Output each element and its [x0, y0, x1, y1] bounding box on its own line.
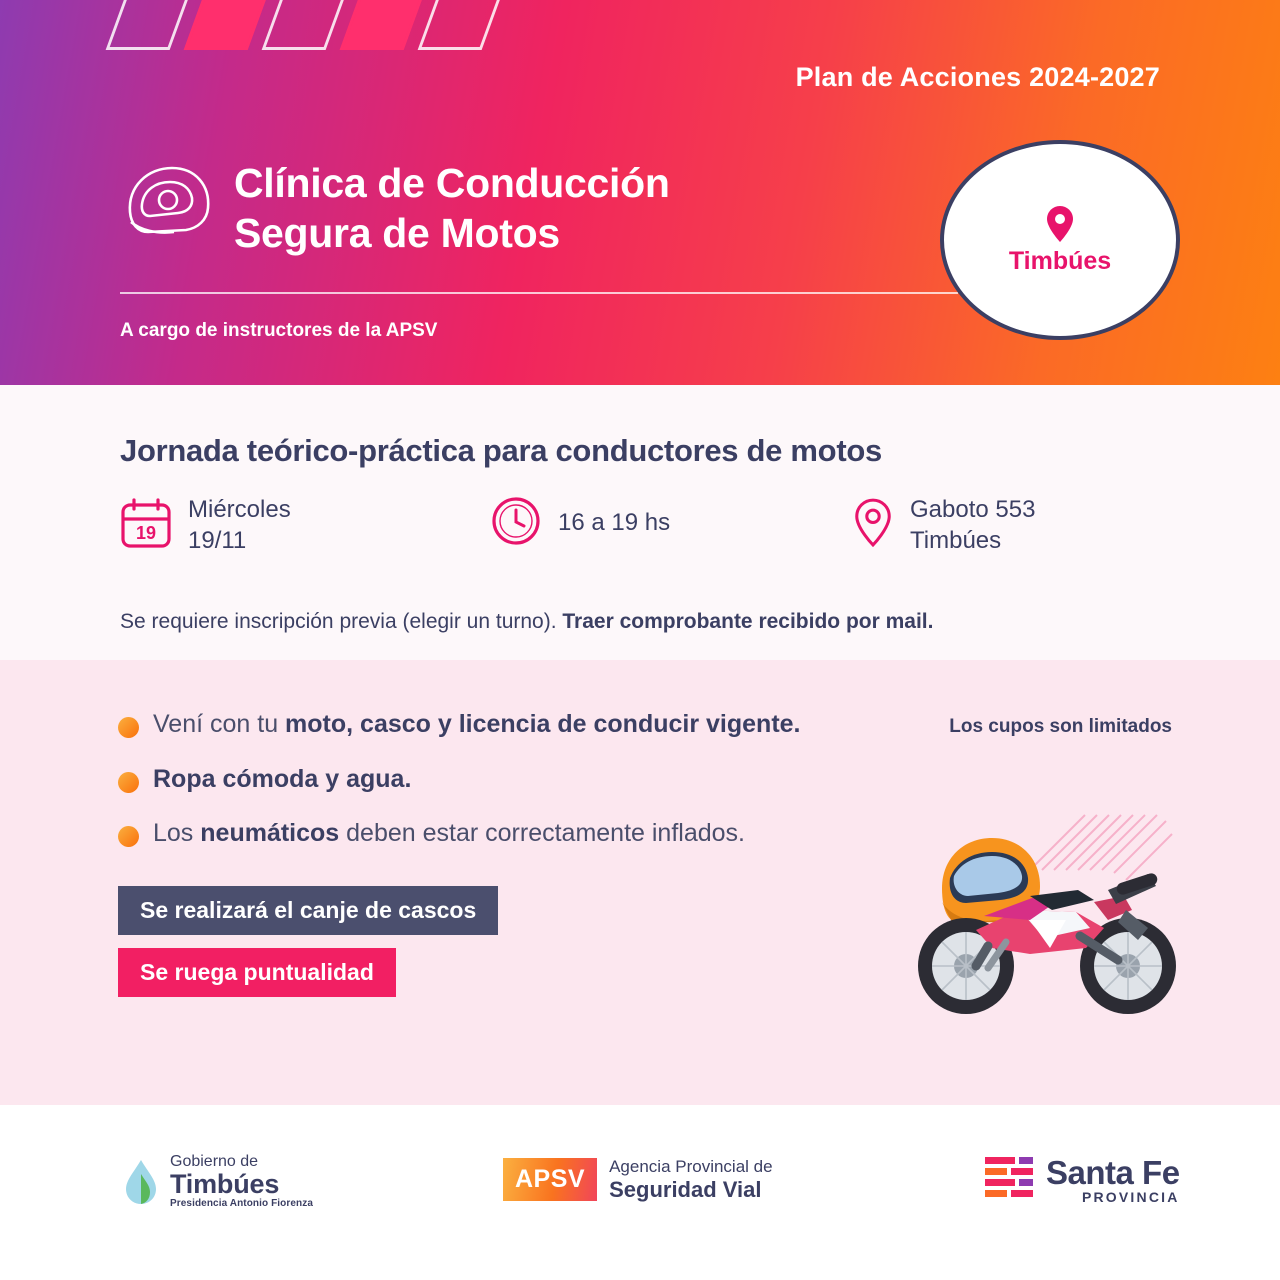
requirement-bold: Ropa cómoda y agua. — [153, 764, 412, 793]
info-item-place — [852, 495, 1035, 556]
info-date-line2: 19/11 — [188, 526, 247, 554]
location-badge — [940, 140, 1180, 340]
info-date-text — [188, 495, 291, 556]
map-pin-icon — [852, 497, 894, 554]
registration-note-bold: Traer comprobante recibido por mail. — [562, 610, 934, 633]
stripe-filled — [340, 0, 429, 50]
helmet-exchange-tag: Se realizará el canje de cascos — [118, 886, 498, 935]
apsv-logo-text — [609, 1157, 772, 1202]
info-time-text: 16 a 19 hs — [558, 509, 671, 537]
stripe-outline — [106, 0, 195, 50]
requirement-text — [153, 817, 745, 850]
logo-santa-fe — [985, 1155, 1180, 1206]
registration-note-plain: Se requiere inscripción previa (elegir un turno). — [120, 610, 563, 633]
requirement-text — [153, 708, 801, 741]
calendar-icon — [120, 497, 172, 554]
requirement-pre: Los — [153, 819, 201, 847]
footer-logos — [0, 1105, 1280, 1280]
requirement-bold: neumáticos — [200, 819, 340, 847]
info-date-line1: Miércoles — [188, 496, 291, 523]
event-details-section — [0, 385, 1280, 660]
apsv-line-2: Seguridad Vial — [609, 1176, 762, 1202]
timbues-line-2: Timbúes — [170, 1169, 280, 1200]
logo-gobierno-de-timbues — [122, 1153, 313, 1210]
title-line-2: Segura de Motos — [234, 210, 560, 257]
location-badge-label: Timbúes — [1008, 246, 1112, 275]
plan-label: Plan de Acciones 2024-2027 — [795, 62, 1160, 92]
helmet-icon — [118, 160, 214, 246]
clock-icon — [490, 495, 542, 552]
info-item-time — [490, 495, 852, 552]
event-info-row — [120, 495, 1180, 556]
info-place-line1: Gaboto 553 — [910, 496, 1036, 523]
timbues-line-3: Presidencia Antonio Fiorenza — [170, 1198, 314, 1210]
svg-text:19: 19 — [135, 523, 157, 544]
punctuality-tag: Se ruega puntualidad — [118, 948, 396, 997]
timbues-logo-text — [170, 1153, 313, 1210]
bullet-dot-icon — [118, 717, 139, 738]
timbues-line-1: Gobierno de — [170, 1153, 259, 1170]
bullet-dot-icon — [118, 772, 139, 793]
motorcycle-illustration — [880, 770, 1210, 1030]
registration-note — [120, 610, 933, 634]
logo-apsv — [503, 1157, 773, 1202]
header-subtitle: A cargo de instructores de la APSV — [120, 320, 438, 341]
bullet-dot-icon — [118, 826, 139, 847]
apsv-badge: APSV — [503, 1158, 597, 1201]
header-banner — [0, 0, 1280, 385]
header-divider — [120, 292, 958, 294]
list-item — [118, 817, 858, 850]
map-pin-icon — [1045, 205, 1075, 243]
requirements-section — [0, 660, 1280, 1105]
santa-fe-line-1: Santa Fe — [1046, 1153, 1180, 1191]
stripe-filled — [184, 0, 273, 50]
info-item-date — [120, 495, 490, 556]
santa-fe-bars-icon — [985, 1155, 1033, 1206]
santa-fe-logo-text — [1046, 1153, 1180, 1206]
list-item — [118, 708, 858, 741]
title-line-1: Clínica de Conducción — [234, 160, 670, 206]
requirement-pre: Vení con tu — [153, 710, 286, 738]
event-heading: Jornada teórico-práctica para conductores de motos — [120, 433, 882, 468]
info-place-text — [910, 495, 1035, 556]
decorative-stripes — [118, 0, 494, 50]
requirement-text — [153, 763, 411, 796]
apsv-line-1: Agencia Provincial de — [609, 1157, 773, 1176]
stripe-outline — [262, 0, 351, 50]
requirement-post: deben estar correctamente inflados. — [339, 819, 745, 847]
poster-title — [234, 158, 670, 258]
limited-spots-note: Los cupos son limitados — [949, 716, 1172, 737]
requirement-bold: moto, casco y licencia de conducir vigente. — [285, 710, 801, 738]
info-place-line2: Timbúes — [910, 526, 1002, 554]
water-drop-icon — [122, 1158, 160, 1206]
requirements-list — [118, 708, 858, 997]
santa-fe-line-2: PROVINCIA — [1081, 1189, 1180, 1206]
stripe-outline — [418, 0, 507, 50]
list-item — [118, 763, 858, 796]
